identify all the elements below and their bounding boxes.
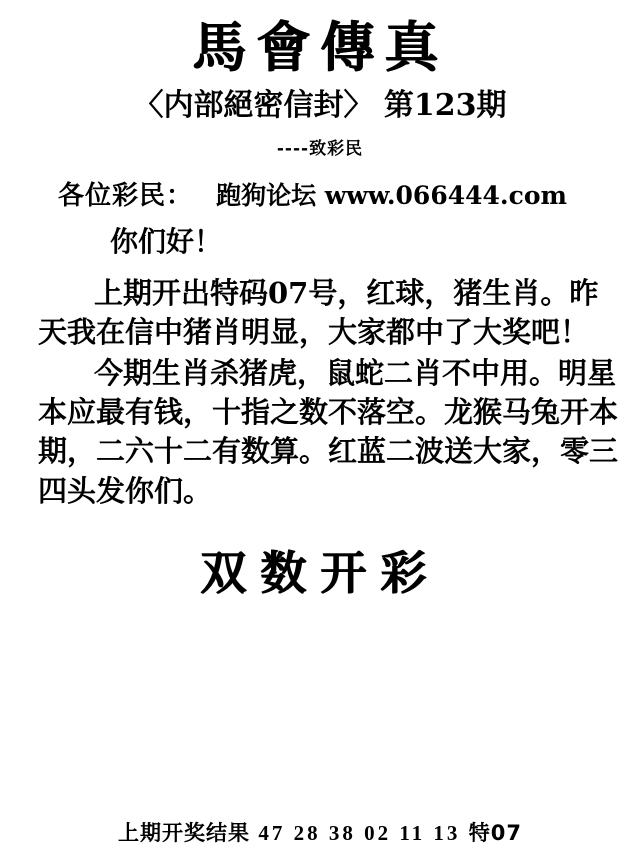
paragraph-2: 今期生肖杀猪虎，鼠蛇二肖不中用。明星本应最有钱，十指之数不落空。龙猴马兔开本期，二六十二有数算。红蓝二波送大家，零三四头发你们。 xyxy=(38,356,619,508)
previous-result-label: 上期开奖结果 xyxy=(118,821,251,845)
issue-number: 第123期 xyxy=(383,88,507,124)
previous-result-numbers: 47 28 38 02 11 13 xyxy=(258,821,461,845)
poster-page xyxy=(0,15,640,861)
previous-result-special: 特07 xyxy=(468,821,522,845)
subtitle-line xyxy=(0,89,640,124)
highlight-slogan: 双数开彩 xyxy=(200,545,440,600)
dedication-line: ----致彩民 xyxy=(276,138,364,159)
forum-site-label: 跑狗论坛 www.066444.com xyxy=(216,180,567,210)
body-text xyxy=(0,274,640,511)
confidential-label: 〈内部絕密信封〉 xyxy=(133,88,374,124)
greeting-label: 你们好！ xyxy=(110,224,223,258)
addressee-row xyxy=(0,175,640,212)
addressee-label: 各位彩民： xyxy=(58,180,194,211)
page-title: 馬會傳真 xyxy=(192,15,448,79)
paragraph-1: 上期开出特码07号，红球，猪生肖。昨天我在信中猪肖明显，大家都中了大奖吧！ xyxy=(38,275,599,350)
